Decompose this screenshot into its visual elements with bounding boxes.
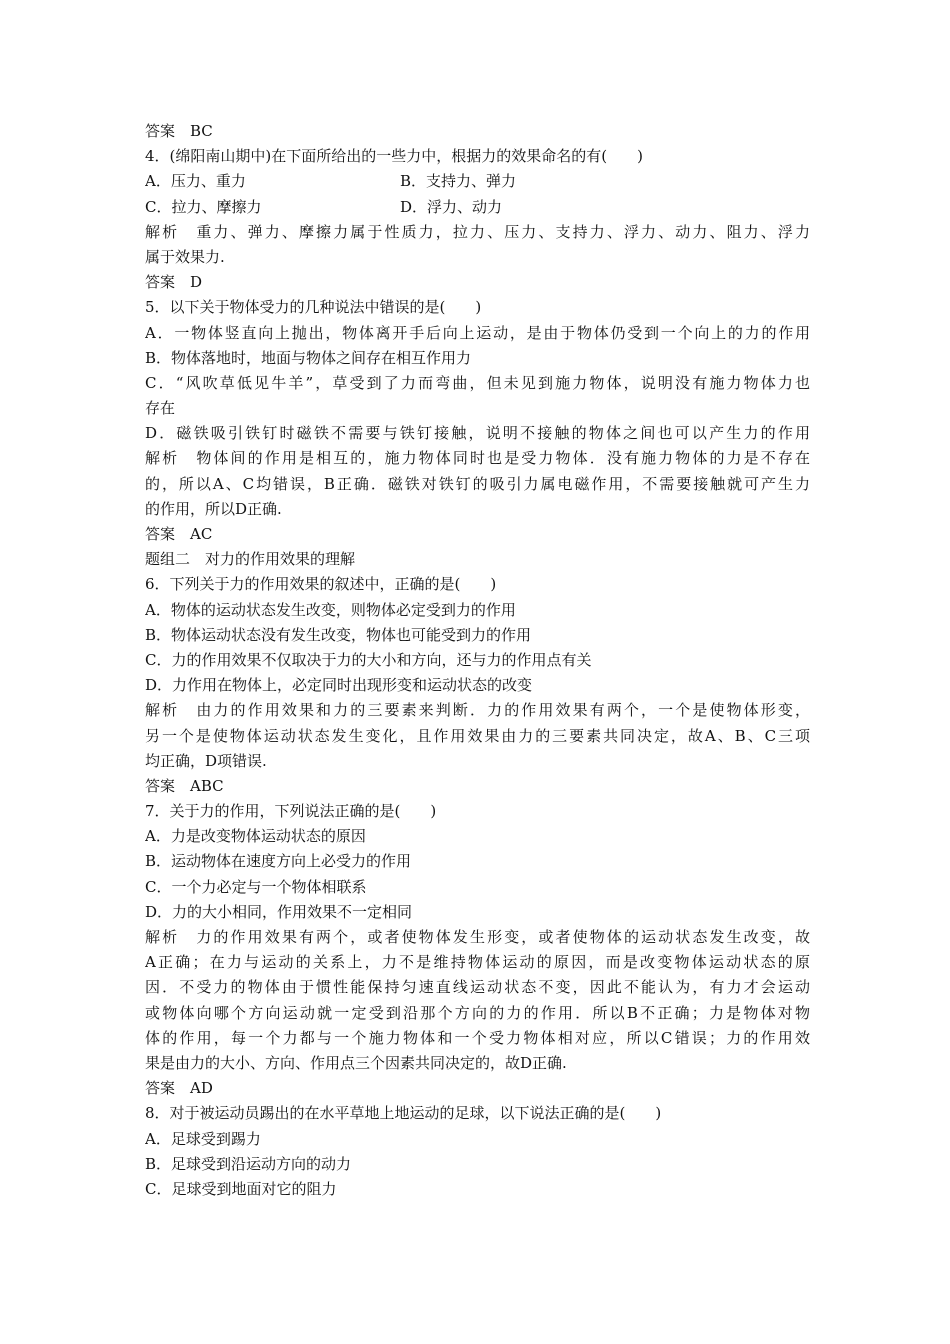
text-line: D．磁铁吸引铁钉时磁铁不需要与铁钉接触，说明不接触的物体之间也可以产生力的作用 bbox=[145, 424, 810, 443]
text-line: 均正确，D项错误. bbox=[145, 751, 267, 770]
text-line: 解析 力的作用效果有两个，或者使物体发生形变，或者使物体的运动状态发生改变，故 bbox=[145, 928, 810, 946]
text-line: 解析 重力、弹力、摩擦力属于性质力，拉力、压力、支持力、浮力、动力、阻力、浮力 bbox=[145, 222, 810, 241]
option-row bbox=[145, 169, 810, 194]
option-text: D．浮力、动力 bbox=[400, 197, 503, 216]
text-line: D．力作用在物体上，必定同时出现形变和运动状态的改变 bbox=[145, 676, 533, 695]
text-line: 果是由力的大小、方向、作用点三个因素共同决定的，故D正确. bbox=[145, 1053, 567, 1072]
text-line: 属于效果力. bbox=[145, 247, 225, 266]
text-line: 答案 AD bbox=[145, 1079, 213, 1098]
option-text: C．拉力、摩擦力 bbox=[145, 197, 262, 216]
text-line: 答案 BC bbox=[145, 122, 213, 140]
text-line: B．运动物体在速度方向上必受力的作用 bbox=[145, 852, 412, 871]
text-line: 6．下列关于力的作用效果的叙述中，正确的是( ) bbox=[145, 575, 497, 594]
text-line: 题组二 对力的作用效果的理解 bbox=[145, 550, 356, 569]
text-line: C．力的作用效果不仅取决于力的大小和方向，还与力的作用点有关 bbox=[145, 650, 592, 669]
text-line: 另一个是使物体运动状态发生变化，且作用效果由力的三要素共同决定，故A、B、C三项 bbox=[145, 726, 810, 745]
option-text: A．压力、重力 bbox=[145, 172, 246, 191]
text-line: 8．对于被运动员踢出的在水平草地上地运动的足球，以下说法正确的是( ) bbox=[145, 1104, 662, 1123]
text-line: 5．以下关于物体受力的几种说法中错误的是( ) bbox=[145, 298, 482, 317]
text-line: 答案 D bbox=[145, 273, 203, 292]
option-row bbox=[145, 195, 810, 220]
text-line: C．一个力必定与一个物体相联系 bbox=[145, 877, 367, 896]
text-line: C．“风吹草低见牛羊”，草受到了力而弯曲，但未见到施力物体，说明没有施力物体力也 bbox=[145, 373, 810, 392]
option-text: B．支持力、弹力 bbox=[400, 172, 517, 191]
text-line: 答案 AC bbox=[145, 525, 213, 543]
text-line: 或物体向哪个方向运动就一定受到沿那个方向的力的作用．所以B不正确；力是物体对物 bbox=[145, 1003, 810, 1022]
text-line: A．一物体竖直向上抛出，物体离开手后向上运动，是由于物体仍受到一个向上的力的作用 bbox=[145, 323, 810, 342]
text-line: 解析 由力的作用效果和力的三要素来判断．力的作用效果有两个，一个是使物体形变， bbox=[145, 701, 810, 720]
text-line: A正确；在力与运动的关系上，力不是维持物体运动的原因，而是改变物体运动状态的原 bbox=[145, 953, 810, 972]
text-line: A．足球受到踢力 bbox=[145, 1129, 261, 1148]
text-line: D．力的大小相同，作用效果不一定相同 bbox=[145, 902, 413, 921]
text-line: 的，所以A、C均错误，B正确．磁铁对铁钉的吸引力属电磁作用，不需要接触就可产生力 bbox=[145, 474, 810, 493]
text-line: 解析 物体间的作用是相互的，施力物体同时也是受力物体．没有施力物体的力是不存在 bbox=[145, 449, 810, 468]
text-line: 存在 bbox=[145, 399, 176, 418]
text-line: A．力是改变物体运动状态的原因 bbox=[145, 827, 366, 846]
text-line: 7．关于力的作用，下列说法正确的是( ) bbox=[145, 802, 437, 821]
text-line: 的作用，所以D正确. bbox=[145, 499, 282, 518]
text-line: 答案 ABC bbox=[145, 776, 224, 795]
text-line: 体的作用，每一个力都与一个施力物体和一个受力物体相对应，所以C错误；力的作用效 bbox=[145, 1028, 810, 1047]
text-line: C．足球受到地面对它的阻力 bbox=[145, 1179, 337, 1198]
text-line: 4．(绵阳南山期中)在下面所给出的一些力中，根据力的效果命名的有( ) bbox=[145, 147, 643, 166]
text-line: A．物体的运动状态发生改变，则物体必定受到力的作用 bbox=[145, 600, 516, 619]
text-line: B．足球受到沿运动方向的动力 bbox=[145, 1154, 352, 1173]
text-line: B．物体落地时，地面与物体之间存在相互作用力 bbox=[145, 348, 472, 367]
text-line: 因．不受力的物体由于惯性能保持匀速直线运动状态不变，因此不能认为，有力才会运动 bbox=[145, 978, 810, 997]
document-page bbox=[145, 119, 810, 1202]
text-line: B．物体运动状态没有发生改变，物体也可能受到力的作用 bbox=[145, 625, 532, 644]
